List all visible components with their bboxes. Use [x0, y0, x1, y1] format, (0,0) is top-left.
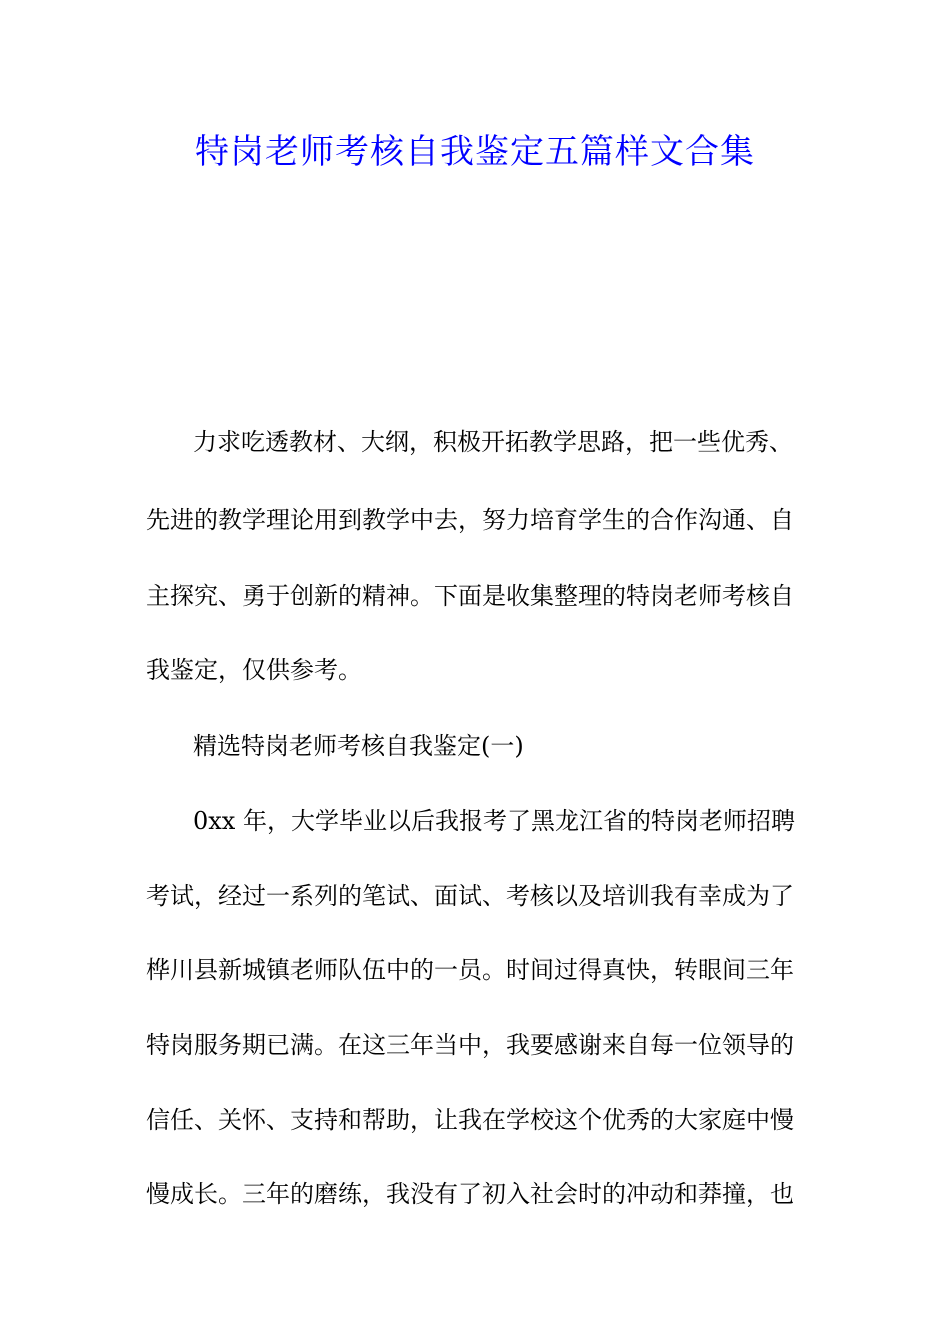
intro-line-2: 先进的教学理论用到教学中去，努力培育学生的合作沟通、自 [146, 506, 794, 534]
document-title: 特岗老师考核自我鉴定五篇样文合集 [195, 132, 755, 172]
intro-line-3: 主探究、勇于创新的精神。下面是收集整理的特岗老师考核自 [146, 582, 794, 610]
body-line-2: 考试，经过一系列的笔试、面试、考核以及培训我有幸成为了 [146, 882, 794, 910]
section-heading: 精选特岗老师考核自我鉴定(一) [193, 732, 524, 760]
intro-line-4: 我鉴定，仅供参考。 [146, 656, 362, 684]
body-line-6: 慢成长。三年的磨练，我没有了初入社会时的冲动和莽撞，也 [146, 1180, 794, 1208]
body-line-5: 信任、关怀、支持和帮助，让我在学校这个优秀的大家庭中慢 [146, 1106, 794, 1134]
body-line-3: 桦川县新城镇老师队伍中的一员。时间过得真快，转眼间三年 [146, 956, 794, 984]
body-line-1: 0xx 年，大学毕业以后我报考了黑龙江省的特岗老师招聘 [193, 807, 795, 835]
intro-line-1: 力求吃透教材、大纲，积极开拓教学思路，把一些优秀、 [193, 428, 793, 456]
body-line-4: 特岗服务期已满。在这三年当中，我要感谢来自每一位领导的 [146, 1031, 794, 1059]
